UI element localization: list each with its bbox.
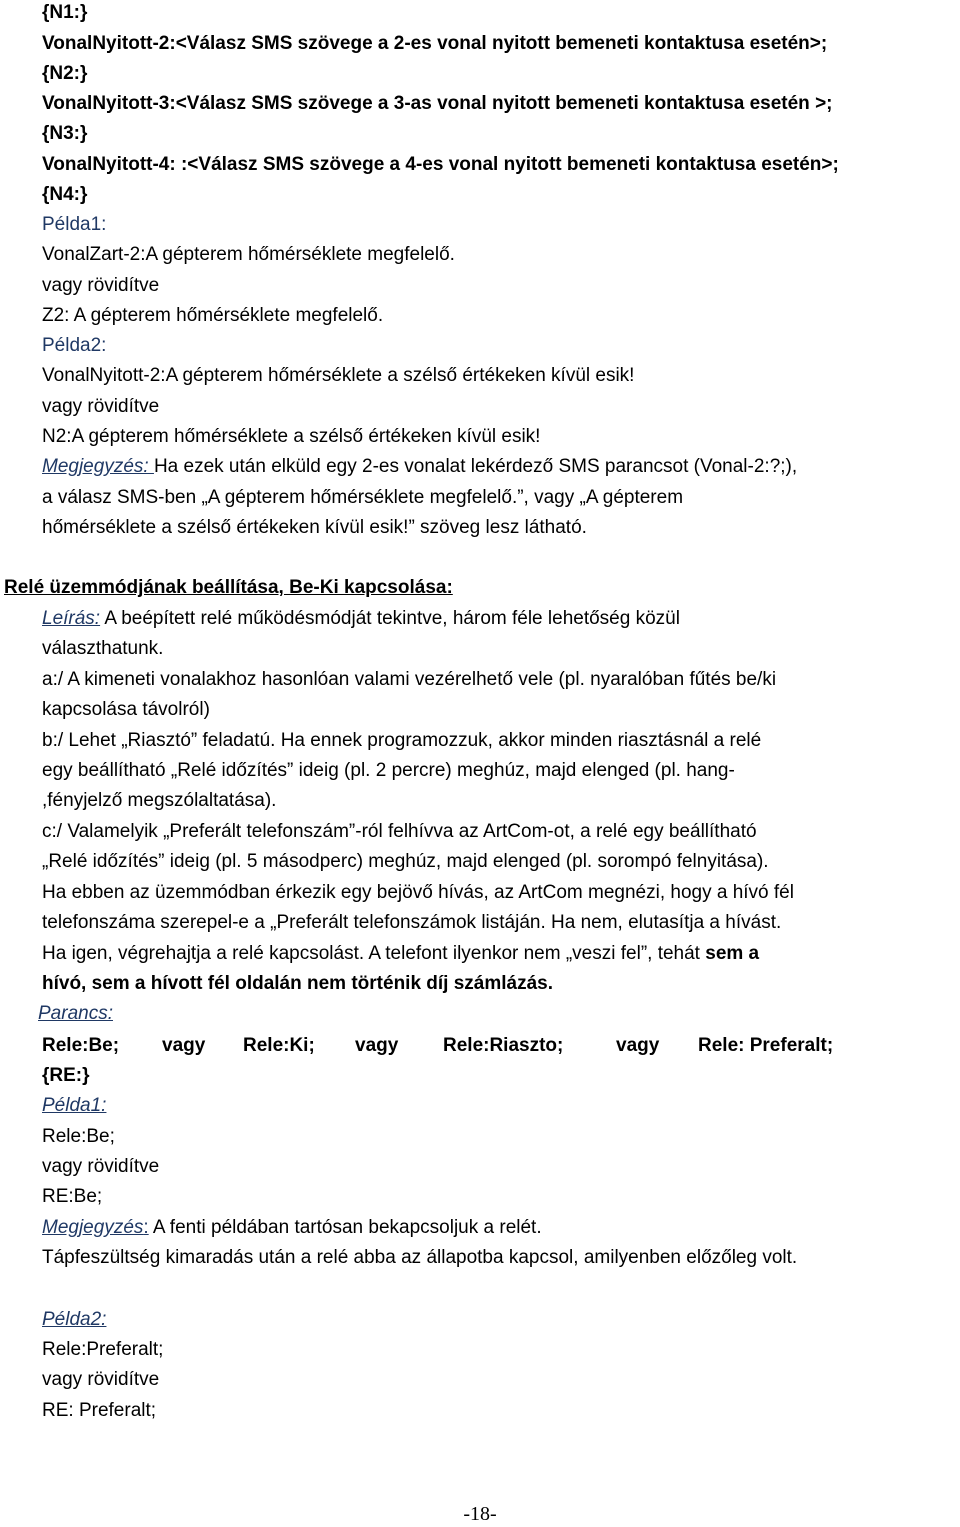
command-separator: vagy [355,1035,399,1056]
description-line: kapcsolása távolról) [42,699,210,720]
relay-example2-label: Példa2: [42,1309,107,1330]
example1-line: vagy rövidítve [42,275,160,296]
page-number: -18- [463,1503,497,1525]
note1-line [42,455,797,479]
relay-example2-line: Rele:Preferalt; [42,1339,164,1360]
code-line-n2: {N2:} [42,63,88,84]
note1-text: Ha ezek után elküld egy 2-es vonalat lekérdező SMS parancsot (Vonal-2:?;), [153,456,798,477]
code-line-n1: {N1:} [42,2,88,23]
description-bold-text: sem a [705,943,760,964]
description-bold-line: hívó, sem a hívott fél oldalán nem történik díj számlázás. [42,973,554,994]
note1-line: hőmérséklete a szélső értékeken kívül esik!” szöveg lesz látható. [42,517,587,538]
note2-text: A fenti példában tartósan bekapcsoljuk a relét. [148,1217,542,1238]
code-line-vonalnyitott-3: VonalNyitott-3:<Válasz SMS szövege a 3-as vonal nyitott bemeneti kontaktusa esetén >; [42,93,833,114]
description-line: ,fényjelző megszólaltatása). [42,790,277,811]
description-line [42,942,759,966]
description-line: telefonszáma szerepel-e a „Preferált telefonszámok listáján. Ha nem, elutasítja a hívást. [42,912,782,933]
code-line-n3: {N3:} [42,123,88,144]
description-line [42,607,680,631]
description-line: Ha ebben az üzemmódban érkezik egy bejövő hívás, az ArtCom megnézi, hogy a hívó fél [42,882,794,903]
relay-example1-line: RE:Be; [42,1186,103,1207]
command-rele-preferalt: Rele: Preferalt; [698,1035,834,1056]
note1-label: Megjegyzés: [42,456,154,477]
note1-line: a válasz SMS-ben „A gépterem hőmérséklete megfelelő.”, vagy „A gépterem [42,487,684,508]
description-line: b:/ Lehet „Riasztó” feladatú. Ha ennek programozzuk, akkor minden riasztásnál a relé [42,730,762,751]
command-separator: vagy [162,1035,206,1056]
example2-line: VonalNyitott-2:A gépterem hőmérséklete a szélső értékeken kívül esik! [42,365,635,386]
description-label: Leírás: [42,608,101,629]
description-line: a:/ A kimeneti vonalakhoz hasonlóan valami vezérelhető vele (pl. nyaralóban fűtés be/ki [42,669,777,690]
example2-line: N2:A gépterem hőmérséklete a szélső értékeken kívül esik! [42,426,541,447]
description-line: „Relé időzítés” ideig (pl. 5 másodperc) meghúz, majd elenged (pl. sorompó felnyitása). [42,851,769,872]
example2-line: vagy rövidítve [42,396,160,417]
note2-line: Tápfeszültség kimaradás után a relé abba az állapotba kapcsol, amilyenben előzőleg volt. [42,1247,798,1268]
section-heading: Relé üzemmódjának beállítása, Be-Ki kapcsolása: [4,577,453,598]
description-text: A beépített relé működésmódját tekintve, három féle lehetőség közül [100,608,680,629]
relay-example1-label: Példa1: [42,1095,107,1116]
description-line: választhatunk. [42,638,164,659]
code-line-re: {RE:} [42,1065,90,1086]
code-line-n4: {N4:} [42,184,88,205]
note2-colon: : [143,1217,149,1238]
example1-label: Példa1: [42,214,107,235]
description-line: c:/ Valamelyik „Preferált telefonszám”-ról felhívva az ArtCom-ot, a relé egy beállítható [42,821,757,842]
command-separator: vagy [616,1035,660,1056]
relay-example1-line: vagy rövidítve [42,1156,160,1177]
code-line-vonalnyitott-2: VonalNyitott-2:<Válasz SMS szövege a 2-es vonal nyitott bemeneti kontaktusa esetén>; [42,33,828,54]
example2-label: Példa2: [42,335,107,356]
command-rele-be: Rele:Be; [42,1035,120,1056]
note2-line [42,1216,542,1240]
note2-label: Megjegyzés [42,1217,144,1238]
example1-line: Z2: A gépterem hőmérséklete megfelelő. [42,305,384,326]
relay-example1-line: Rele:Be; [42,1126,115,1147]
code-line-vonalnyitott-4: VonalNyitott-4: :<Válasz SMS szövege a 4-es vonal nyitott bemeneti kontaktusa esetén>; [42,154,839,175]
commands-label: Parancs: [38,1003,113,1024]
command-rele-riaszto: Rele:Riaszto; [443,1035,564,1056]
relay-example2-line: vagy rövidítve [42,1369,160,1390]
example1-line: VonalZart-2:A gépterem hőmérséklete megfelelő. [42,244,455,265]
command-rele-ki: Rele:Ki; [243,1035,315,1056]
description-line: egy beállítható „Relé időzítés” ideig (pl. 2 percre) meghúz, majd elenged (pl. hang- [42,760,735,781]
relay-example2-line: RE: Preferalt; [42,1400,157,1421]
description-text: Ha igen, végrehajtja a relé kapcsolást. A telefont ilyenkor nem „veszi fel”, tehát [42,943,706,964]
